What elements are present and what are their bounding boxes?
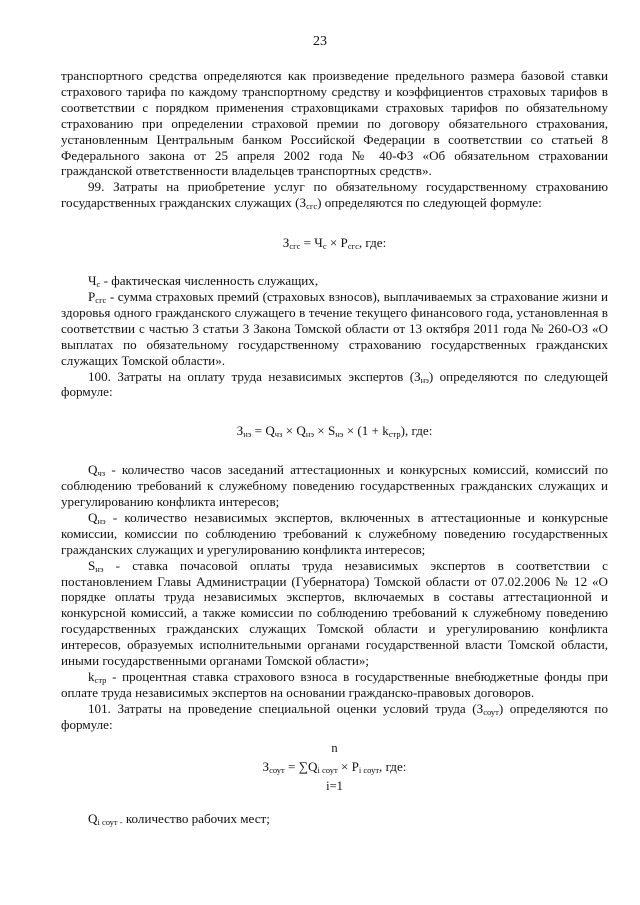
formula-100: $З_{нэ} = Q_{чз} \times Q_{нэ} \times S_{нэ} \times (1 + k_{стр})$, где: [236, 423, 433, 440]
definition-100-3: $S_{нэ}$ - ставка почасовой оплаты труда независимых экспертов в соответствии с постановлением Главы Администрации (Губернатора) Томской области от 07.02.2006 № 12 «О порядке оплаты труда независимых экспертов, включаемых в составы аттестационной и конкурсной комиссий, а также комиссии по соблюдению требований к служебному поведению государственных гражданских служащих Томской области и урегулированию конфликта интересов, образуемых исполнительными органами государственной власти Томской области, иными государственными органами Томской области»; [61, 557, 608, 669]
formula-101 [61, 741, 608, 797]
definition-99-1: $Ч_с$ - фактическая численность служащих, [88, 273, 319, 290]
definition-101-1: $Q_{i соут -}$ количество рабочих мест; [88, 810, 270, 827]
definition-100-4: $k_{стр}$ - процентная ставка страхового взноса в государственные внебюджетные фонды при оплате труда независимых экспертов на основании гражданско-правовых договоров. [61, 669, 608, 700]
page-number: 23 [313, 34, 327, 49]
sum-lower-limit: i=1 [326, 778, 343, 793]
paragraph-99: 99. Затраты на приобретение услуг по обязательному государственному страхованию государственных гражданских служащих $(З_{сгс})$ определяются по следующей формуле: [61, 179, 608, 212]
definition-100-1: $Q_{чз}$ - количество часов заседаний аттестационных и конкурсных комиссий, комиссий по соблюдению требований к служебному поведению государственных гражданских служащих и урегулированию конфликта интересов; [61, 462, 608, 510]
paragraph-101: 101. Затраты на проведение специальной оценки условий труда $(З_{соут})$ определяются по формуле: [61, 700, 608, 732]
definition-100-2: $Q_{нэ}$ - количество независимых экспертов, включенных в аттестационные и конкурсные комиссии, комиссии по соблюдению требований к служебному поведению государственных гражданских служащих и урегулированию конфликта интересов; [61, 509, 608, 557]
paragraph-intro: транспортного средства определяются как произведение предельного размера базовой ставки страхового тарифа по каждому транспортному средству и коэффициентов страховых тарифов в соответствии с порядком применения страховщиками страховых тарифов по обязательному страхованию при определении страховой премии по договору обязательного страхования, установленным Центральным банком Российской Федерации в соответствии со статьей 8 Федерального закона от 25 апреля 2002 года № 40-ФЗ «Об обязательном страховании гражданской ответственности владельцев транспортных средств». [61, 68, 608, 179]
document-body [61, 68, 608, 827]
paragraph-100: 100. Затраты на оплату труда независимых экспертов $(З_{нэ})$ определяются по следующей формуле: [61, 368, 608, 400]
formula-99: $З_{сгс} = Ч_с \times Р_{сгс}$, где: [282, 235, 387, 252]
sum-upper-limit: n [331, 740, 338, 755]
formula-101-body: $З_{соут} = \sum Q_{i соут} \times P_{i соут}$, где: [262, 758, 407, 775]
definition-99-2: $Р_{сгс}$ - сумма страховых премий (страховых взносов), выплачиваемых за страхование жизни и здоровья одного гражданского служащего в течение текущего финансового года, установленная в соответствии с частью 3 статьи 3 Закона Томской области от 13 октября 2011 года № 260-ОЗ «О выплатах по обязательному государственному страхованию государственных гражданских служащих Томской области». [61, 288, 608, 368]
